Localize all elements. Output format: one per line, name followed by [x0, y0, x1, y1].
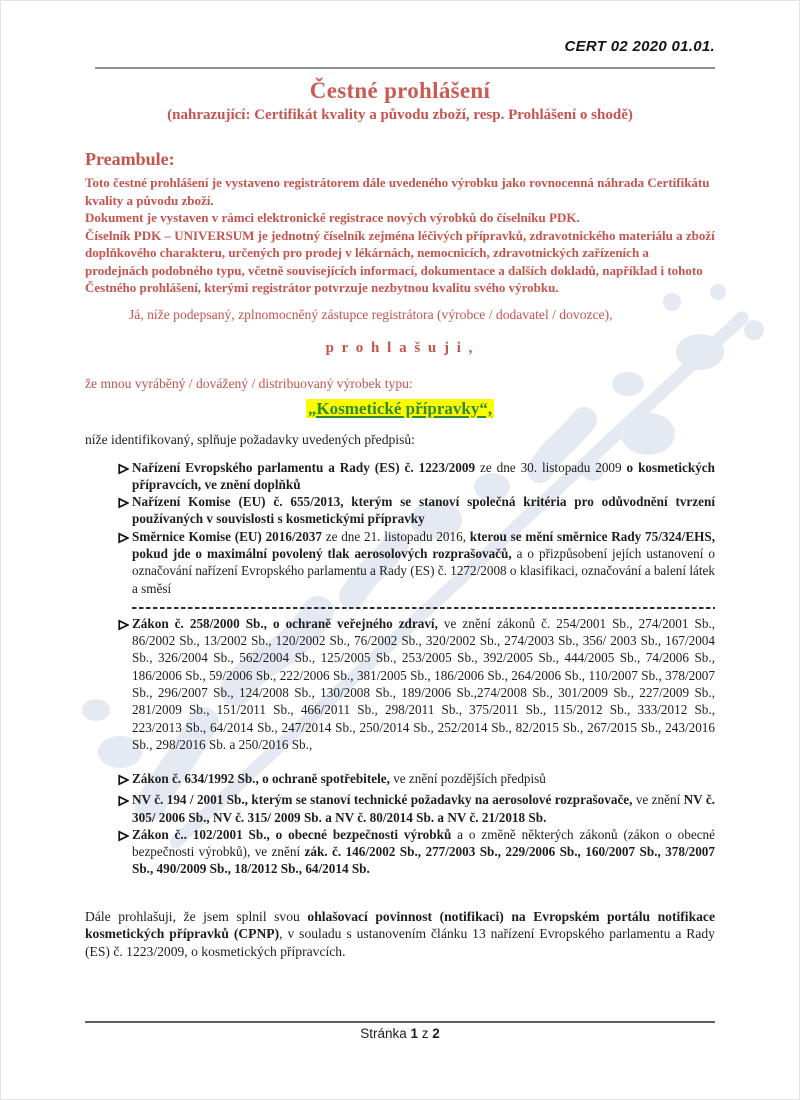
- regulation-item: [118, 791, 715, 826]
- regulation-item: [118, 826, 715, 878]
- dashed-separator: [132, 607, 715, 609]
- page-title: Čestné prohlášení: [309, 78, 491, 103]
- list-arrow-icon: [118, 528, 132, 549]
- regulations-list: [85, 459, 715, 878]
- declaration-intro: Já, níže podepsaný, zplnomocněný zástupce registrátora (výrobce / dodavatel / dovozce),: [129, 306, 613, 322]
- list-arrow-icon: [118, 459, 132, 480]
- paragraph: Dokument je vystaven v rámci elektronické registrace nových výrobků do číselníku PDK.: [85, 210, 580, 225]
- list-arrow-icon: [118, 826, 132, 847]
- list-arrow-icon: [118, 791, 132, 812]
- page-subtitle: (nahrazující: Certifikát kvality a původu zboží, resp. Prohlášení o shodě): [167, 107, 633, 123]
- closing-paragraph: Dále prohlašuji, že jsem splnil svou ohlašovací povinnost (notifikaci) na Evropském portálu notifikace kosmetických přípravků (CPNP), v souladu s ustanovením článku 13 nařízení Evropského parlamentu a Rady (ES) č. 1223/2009, o kosmetických přípravcích.: [85, 908, 715, 959]
- regulation-item: [118, 528, 715, 597]
- product-type-line: že mnou vyráběný / dovážený / distribuovaný výrobek typu:: [85, 375, 413, 391]
- regulation-item: [118, 459, 715, 494]
- compliance-line: níže identifikovaný, splňuje požadavky uvedených předpisů:: [85, 431, 415, 447]
- preamble-body: [85, 174, 715, 297]
- regulation-text: Nařízení Evropského parlamentu a Rady (ES) č. 1223/2009 ze dne 30. listopadu 2009 o kosmetických přípravcích, ve znění doplňků: [132, 459, 715, 492]
- regulation-text: Směrnice Komise (EU) 2016/2037 ze dne 21. listopadu 2016, kterou se mění směrnice Rady 75/324/EHS, pokud jde o maximální povolený tlak aerosolových rozprašovačů, a o přizpůsobení jejích ustanovení o označování nařízení Evropského parlamentu a Rady (ES) č. 1272/2008 o klasifikaci, označování a balení látek a směsí: [132, 528, 715, 596]
- regulation-text: Zákon č. 634/1992 Sb., o ochraně spotřebitele, ve znění pozdějších předpisů: [132, 771, 546, 787]
- regulation-text: Nařízení Komise (EU) č. 655/2013, kterým se stanoví společná kritéria pro odůvodnění tvrzení používaných v souvislosti s kosmetickými přípravky: [132, 494, 715, 527]
- declaration-verb: p r o h l a š u j i ,: [325, 339, 475, 356]
- list-arrow-icon: [118, 493, 132, 514]
- paragraph: Číselník PDK – UNIVERSUM je jednotný číselník zejména léčivých přípravků, zdravotnického materiálu a zboží doplňkového charakteru, určených pro prodej v lékárnách, nemocnicích, zdravotnických zařízeních a prodejnách podobného typu, včetně souvisejících informací, dokumentace a dalších dokladů, například i tohoto Čestného prohlášení, kterými registrátor potvrzuje nezbytnou kvalitu svého výrobku.: [85, 227, 715, 295]
- product-highlight: „Kosmetické přípravky“,: [307, 398, 493, 418]
- page-footer: [85, 1021, 715, 1041]
- list-arrow-icon: [118, 770, 132, 791]
- page-number-label: Stránka 1 z 2: [360, 1026, 440, 1041]
- header-rule: [95, 67, 715, 69]
- dashed-separator-row: [118, 602, 715, 609]
- list-arrow-icon: [118, 615, 132, 636]
- document-code: CERT 02 2020 01.01.: [564, 38, 715, 55]
- product-highlight-row: [85, 399, 715, 419]
- regulation-text: Zákon č.. 102/2001 Sb., o obecné bezpečnosti výrobků a o změně některých zákonů (zákon o obecné bezpečnosti výrobků), ve znění zák. č. 146/2002 Sb., 277/2003 Sb., 229/2006 Sb., 160/2007 Sb., 378/2007 Sb., 490/2009 Sb., 18/2012 Sb., 64/2014 Sb.: [132, 826, 715, 877]
- preamble-heading: Preambule:: [85, 149, 175, 169]
- regulation-item: [118, 615, 715, 753]
- regulation-item: [118, 493, 715, 528]
- regulation-text: NV č. 194 / 2001 Sb., kterým se stanoví technické požadavky na aerosolové rozprašovače, ve znění NV č. 305/ 2006 Sb., NV č. 315/ 2009 Sb. a NV č. 80/2014 Sb. a NV č. 21/2018 Sb.: [132, 792, 715, 825]
- paragraph: Toto čestné prohlášení je vystaveno registrátorem dále uvedeného výrobku jako rovnocenná náhrada Certifikátu kvality a původu zboží.: [85, 175, 710, 208]
- regulation-item: [118, 770, 715, 791]
- separator-indent: [118, 602, 132, 609]
- regulation-text: Zákon č. 258/2000 Sb., o ochraně veřejného zdraví, ve znění zákonů č. 254/2001 Sb., 274/2001 Sb., 86/2002 Sb., 13/2002 Sb., 120/2002 Sb., 76/2002 Sb., 320/2002 Sb., 274/2003 Sb., 356/ 2003 Sb., 167/2004 Sb., 326/2004 Sb., 562/2004 Sb., 125/2005 Sb., 253/2005 Sb., 392/2005 Sb., 444/2005 Sb., 74/2006 Sb., 186/2006 Sb., 59/2006 Sb., 222/2006 Sb., 381/2005 Sb., 186/2006 Sb., 264/2006 Sb., 110/2007 Sb., 378/2007 Sb., 296/2007 Sb., 124/2008 Sb., 130/2008 Sb., 189/2006 Sb.,274/2008 Sb., 301/2009 Sb., 227/2009 Sb., 281/2009 Sb., 151/2011 Sb., 466/2011 Sb., 298/2011 Sb., 375/2011 Sb., 115/2012 Sb., 333/2012 Sb., 223/2013 Sb., 64/2014 Sb., 247/2014 Sb., 250/2014 Sb., 252/2014 Sb., 82/2015 Sb., 267/2015 Sb., 243/2016 Sb., 298/2016 Sb. a 250/2016 Sb.,: [132, 615, 716, 752]
